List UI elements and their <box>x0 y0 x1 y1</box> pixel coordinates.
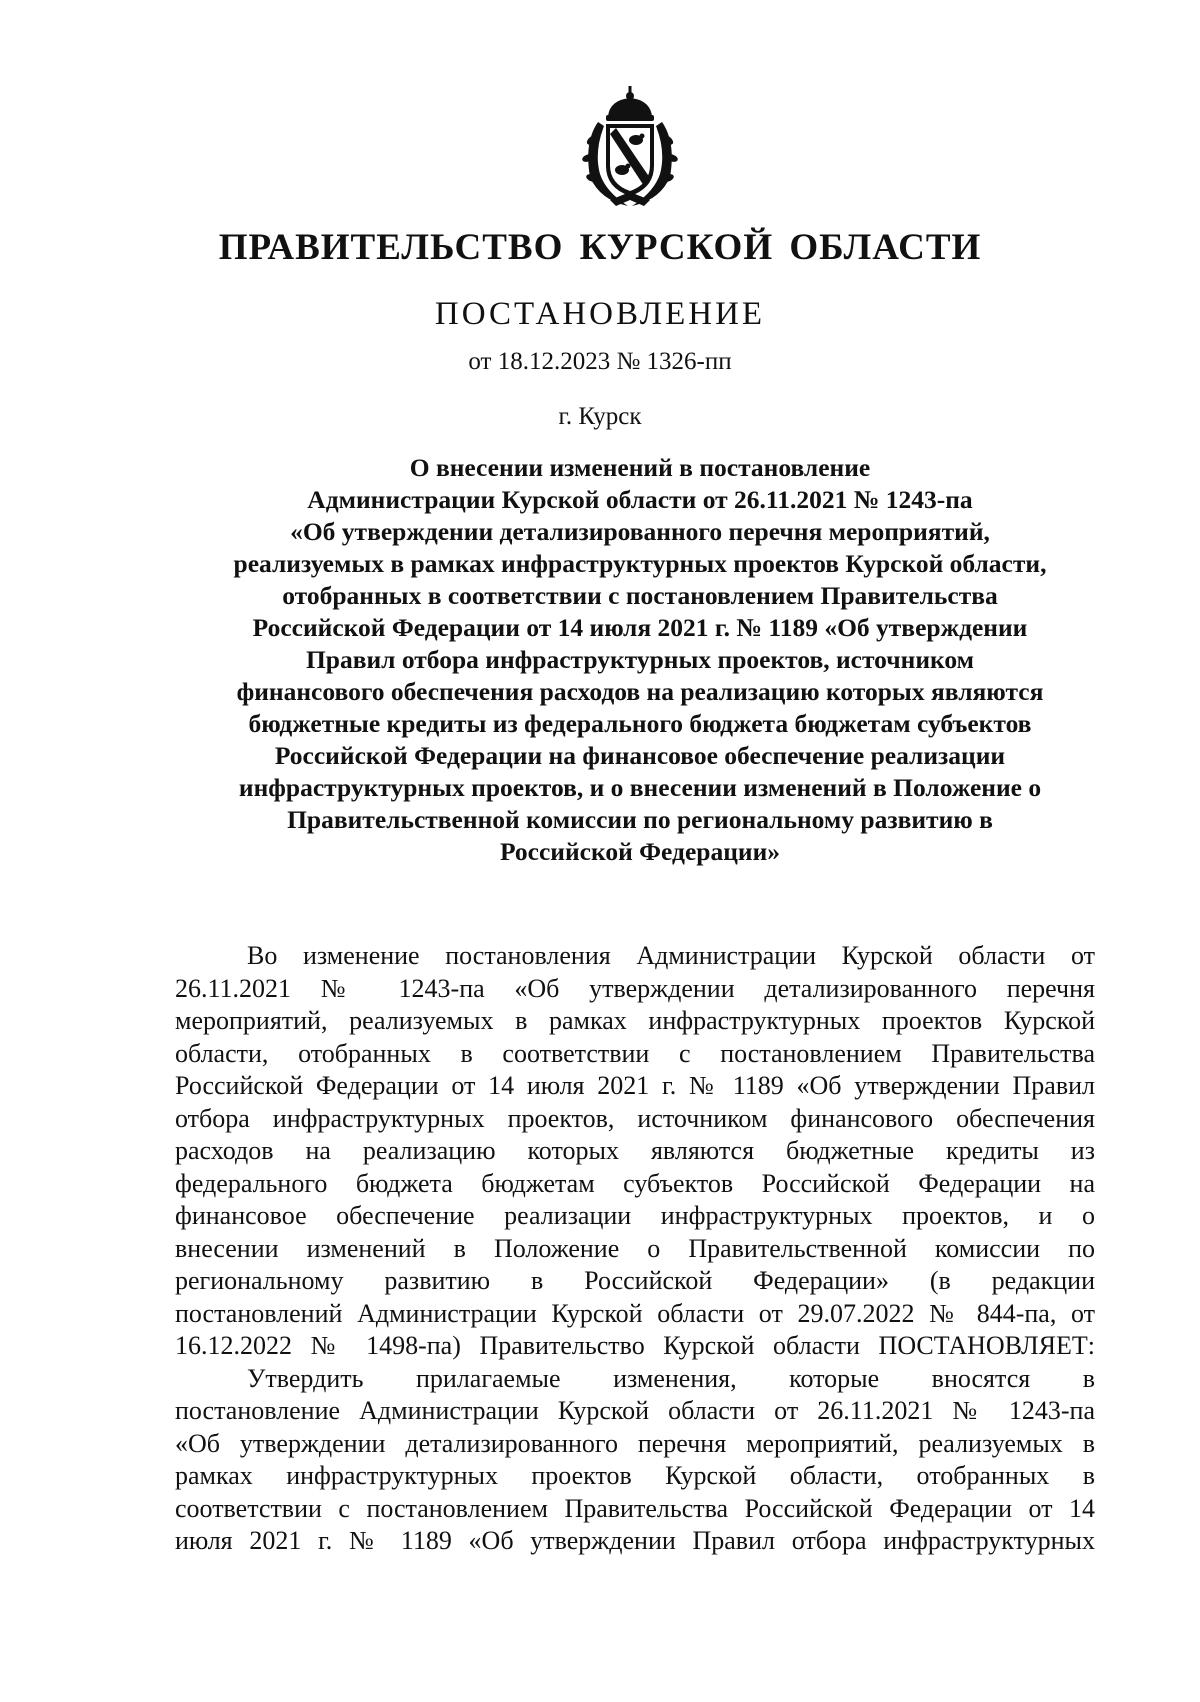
body-line: Во изменение постановления Администрации Курской области от <box>247 941 1095 970</box>
body-line: области, отобранных в соответствии с постановлением Правительства <box>175 1038 1095 1068</box>
title-line: Администрации Курской области от 26.11.2021 № 1243-па <box>307 485 973 514</box>
title-line: Правительственной комиссии по региональному развитию в <box>287 805 993 834</box>
body-line: финансовое обеспечение реализации инфраструктурных проектов, и о <box>175 1201 1095 1230</box>
body-line: региональному развитию в Российской Федерации» (в редакции <box>175 1266 1095 1295</box>
document-type: ПОСТАНОВЛЕНИЕ <box>434 296 766 332</box>
title-line: О внесении изменений в постановление <box>409 453 871 482</box>
title-line: Российской Федерации» <box>499 837 781 866</box>
title-line: «Об утверждении детализированного перечня мероприятий, <box>290 517 990 546</box>
body-line: внесении изменений в Положение о Правительственной комиссии по <box>175 1233 1095 1263</box>
body-line: 26.11.2021 № 1243-па «Об утверждении детализированного перечня <box>175 973 1095 1003</box>
body-line: отбора инфраструктурных проектов, источником финансового обеспечения <box>175 1103 1095 1133</box>
body-line: рамках инфраструктурных проектов Курской области, отобранных в <box>175 1461 1095 1490</box>
title-line: финансового обеспечения расходов на реализацию которых являются <box>236 677 1044 706</box>
document-title <box>160 452 1120 868</box>
title-line: Правил отбора инфраструктурных проектов, источником <box>305 645 975 674</box>
body-line: мероприятий, реализуемых в рамках инфраструктурных проектов Курской <box>175 1006 1095 1035</box>
title-line: бюджетные кредиты из федерального бюджета бюджетам субъектов <box>248 709 1032 738</box>
body-line: Российской Федерации от 14 июля 2021 г. № 1189 «Об утверждении Правил <box>175 1071 1095 1100</box>
document-number: от 18.12.2023 № 1326-пп <box>468 348 732 375</box>
document-city: г. Курск <box>558 403 642 430</box>
title-line: Российской Федерации от 14 июля 2021 г. № 1189 «Об утверждении <box>252 613 1028 642</box>
document-body <box>175 940 1095 1558</box>
body-line: расходов на реализацию которых являются бюджетные кредиты из <box>175 1136 1095 1165</box>
body-line: июля 2021 г. № 1189 «Об утверждении Правил отбора инфраструктурных <box>175 1526 1095 1555</box>
body-line: Утвердить прилагаемые изменения, которые вносятся в <box>247 1363 1095 1393</box>
title-line: Российской Федерации на финансовое обеспечение реализации <box>274 741 1006 770</box>
body-line: постановлений Администрации Курской области от 29.07.2022 № 844-па, от <box>175 1298 1095 1328</box>
body-line: постановление Администрации Курской области от 26.11.2021 № 1243-па <box>175 1396 1095 1425</box>
coat-of-arms-icon <box>570 82 690 212</box>
body-line: 16.12.2022 № 1498-па) Правительство Курской области ПОСТАНОВЛЯЕТ: <box>175 1331 1095 1360</box>
body-line: «Об утверждении детализированного перечня мероприятий, реализуемых в <box>175 1428 1095 1458</box>
body-line: соответствии с постановлением Правительства Российской Федерации от 14 <box>175 1493 1095 1523</box>
title-line: отобранных в соответствии с постановлением Правительства <box>282 581 998 610</box>
title-line: реализуемых в рамках инфраструктурных проектов Курской области, <box>233 549 1047 578</box>
body-line: федерального бюджета бюджетам субъектов Российской Федерации на <box>175 1168 1095 1198</box>
title-line: инфраструктурных проектов, и о внесении изменений в Положение о <box>238 773 1042 802</box>
organization-name: ПРАВИТЕЛЬСТВО КУРСКОЙ ОБЛАСТИ <box>218 227 982 268</box>
